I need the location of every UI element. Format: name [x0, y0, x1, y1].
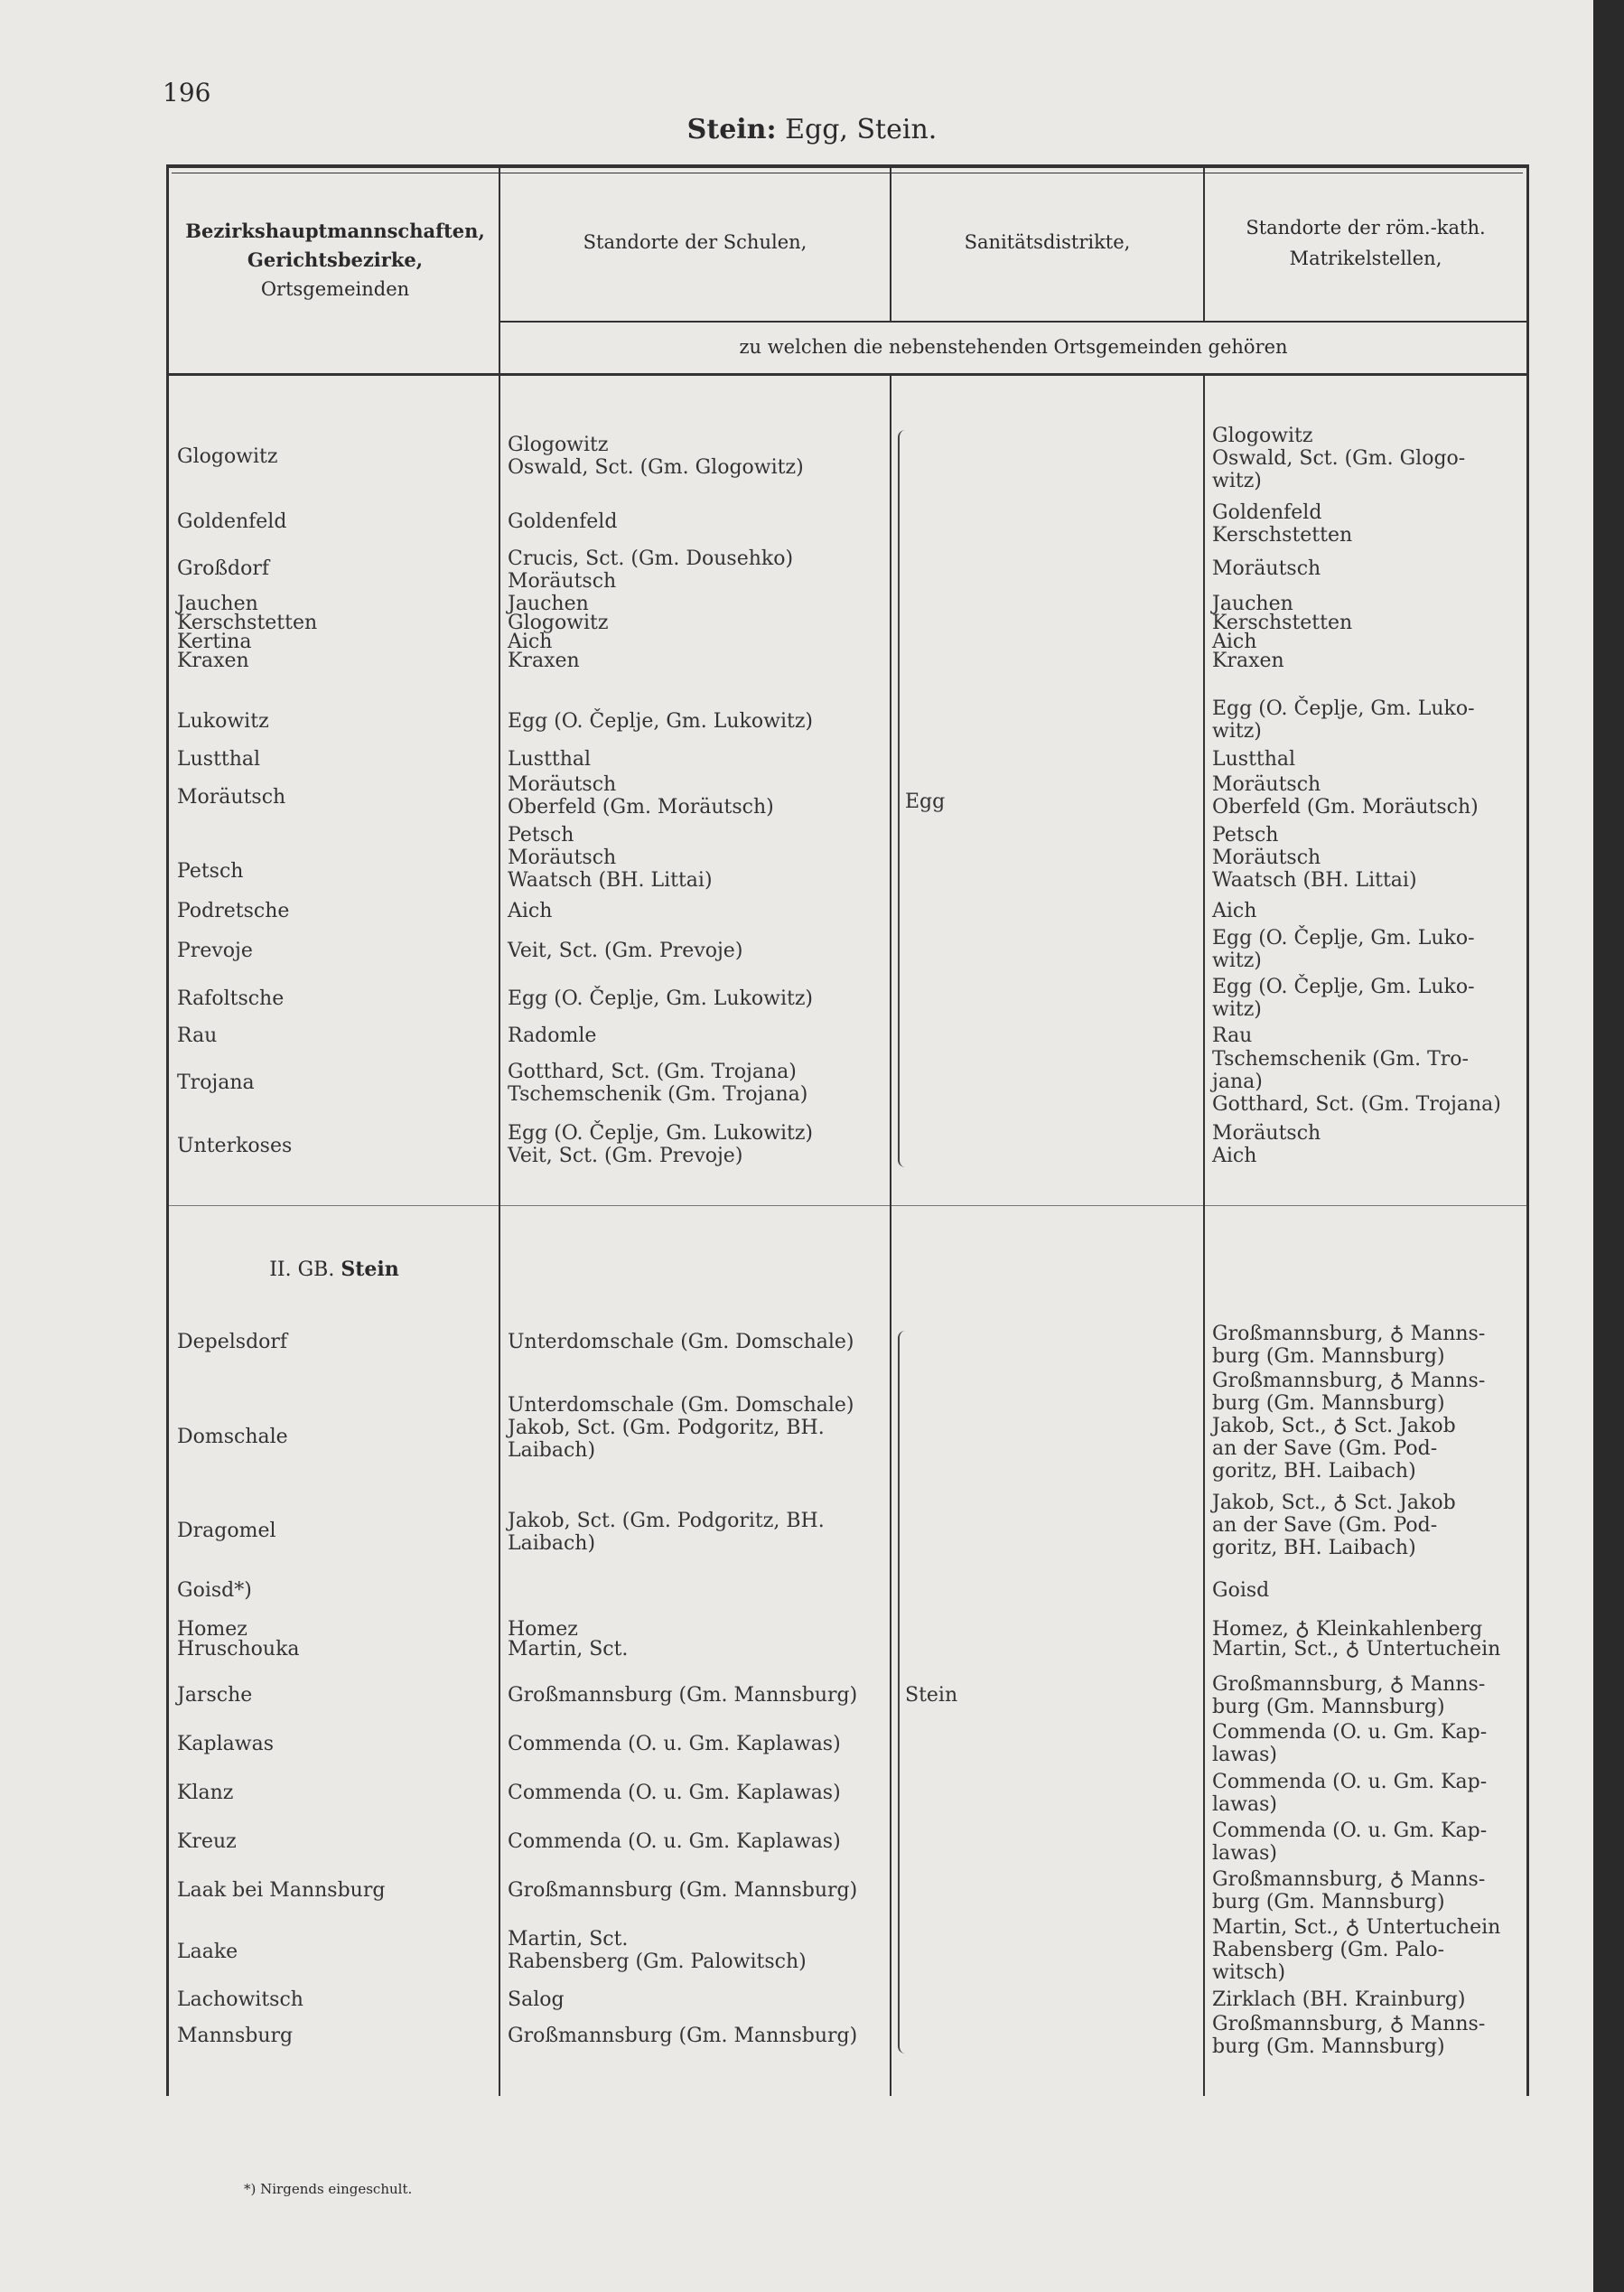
stein-gem-10: Laake [177, 1941, 238, 1963]
stein-matrikel-5: Großmannsburg, ♁ Manns- burg (Gm. Mannsburg) [1212, 1673, 1486, 1718]
stein-gem-1: Domschale [177, 1426, 288, 1448]
egg-matrikel-10: Egg (O. Čeplje, Gm. Luko- witz) [1212, 976, 1475, 1021]
header-col1-line2: Gerichtsbezirke, [247, 248, 424, 271]
stein-gem-5: Jarsche [177, 1684, 253, 1707]
egg-schule-11: Radomle [508, 1024, 597, 1047]
egg-schule-8: Aich [508, 900, 553, 922]
egg-gem-6: Moräutsch [177, 786, 286, 809]
header-col2: Standorte der Schulen, [583, 231, 807, 253]
egg-district: Egg [905, 791, 946, 813]
egg-matrikel-11: Rau [1212, 1024, 1253, 1047]
egg-gem-8: Podretsche [177, 900, 290, 922]
stein-gem-7: Klanz [177, 1782, 234, 1804]
stein-matrikel-1: Großmannsburg, ♁ Manns- burg (Gm. Mannsburg) Jakob, Sct., ♁ Sct. Jakob an der Save (Gm. Pod- goritz, BH. Laibach) [1212, 1370, 1486, 1483]
stein-schule-7: Commenda (O. u. Gm. Kaplawas) [508, 1782, 841, 1804]
stein-matrikel-0: Großmannsburg, ♁ Manns- burg (Gm. Mannsburg) [1212, 1323, 1486, 1368]
egg-schule-6: Moräutsch Oberfeld (Gm. Moräutsch) [508, 773, 774, 819]
stein-gem-11: Lachowitsch [177, 1988, 303, 2011]
header-col4-line2: Matrikelstellen, [1289, 248, 1442, 269]
section-divider-rule [166, 1205, 1526, 1206]
egg-gem-7: Petsch [177, 860, 244, 883]
stein-schule-0: Unterdomschale (Gm. Domschale) [508, 1331, 854, 1353]
table-top-rule [166, 164, 1526, 168]
running-head-bold: Stein: [686, 114, 777, 145]
stein-matrikel-8: Commenda (O. u. Gm. Kap- lawas) [1212, 1820, 1488, 1865]
stein-schule-9: Großmannsburg (Gm. Mannsburg) [508, 1879, 858, 1902]
column-rule-3-body [1203, 376, 1205, 2096]
stein-schule-12: Großmannsburg (Gm. Mannsburg) [508, 2025, 858, 2047]
stein-matrikel-6: Commenda (O. u. Gm. Kap- lawas) [1212, 1721, 1488, 1766]
egg-schule-13: Egg (O. Čeplje, Gm. Lukowitz) Veit, Sct. (Gm. Prevoje) [508, 1122, 813, 1167]
stein-schule-6: Commenda (O. u. Gm. Kaplawas) [508, 1733, 841, 1755]
egg-matrikel-0: Glogowitz Oswald, Sct. (Gm. Glogo- witz) [1212, 425, 1466, 492]
stein-gem-8: Kreuz [177, 1830, 237, 1853]
header-bottom-rule [166, 373, 1526, 376]
egg-matrikel-4: Egg (O. Čeplje, Gm. Luko- witz) [1212, 697, 1475, 743]
stein-gem-2: Dragomel [177, 1520, 276, 1542]
egg-schule-2: Crucis, Sct. (Gm. Dousehko) Moräutsch [508, 547, 794, 593]
stein-matrikel-2: Jakob, Sct., ♁ Sct. Jakob an der Save (Gm. Pod- goritz, BH. Laibach) [1212, 1492, 1456, 1559]
stein-matrikel-3: Goisd [1212, 1579, 1270, 1602]
egg-gem-10: Rafoltsche [177, 987, 285, 1010]
stein-matrikel-10: Martin, Sct., ♁ Untertuchein Rabensberg (Gm. Palo- witsch) [1212, 1916, 1501, 1984]
egg-matrikel-12: Tschemschenik (Gm. Tro- jana) Gotthard, Sct. (Gm. Trojana) [1212, 1048, 1501, 1116]
egg-matrikel-6: Moräutsch Oberfeld (Gm. Moräutsch) [1212, 773, 1479, 819]
stein-matrikel-9: Großmannsburg, ♁ Manns- burg (Gm. Mannsburg) [1212, 1868, 1486, 1913]
stein-gem-6: Kaplawas [177, 1733, 275, 1755]
stein-schule-1: Unterdomschale (Gm. Domschale) Jakob, Sct. (Gm. Podgoritz, BH. Laibach) [508, 1394, 854, 1462]
egg-gem-11: Rau [177, 1024, 218, 1047]
egg-matrikel-7: Petsch Moräutsch Waatsch (BH. Littai) [1212, 824, 1417, 892]
egg-schule-7: Petsch Moräutsch Waatsch (BH. Littai) [508, 824, 713, 892]
egg-matrikel-1: Goldenfeld Kerschstetten [1212, 501, 1353, 547]
egg-schule-12: Gotthard, Sct. (Gm. Trojana) Tschemschenik (Gm. Trojana) [508, 1061, 808, 1106]
egg-gem-4: Lukowitz [177, 710, 269, 733]
stein-gem-12: Mannsburg [177, 2025, 294, 2047]
header-col3: Sanitätsdistrikte, [964, 231, 1131, 253]
egg-gem-0: Glogowitz [177, 445, 278, 468]
running-head [0, 114, 1624, 145]
egg-gem-3: Jauchen Kerschstetten Kertina Kraxen [177, 593, 318, 672]
header-split-rule [499, 321, 1526, 323]
egg-gem-5: Lustthal [177, 748, 261, 771]
header-col1-line1: Bezirkshauptmannschaften, [185, 220, 485, 242]
stein-schule-4: Homez Martin, Sct. [508, 1618, 629, 1661]
stein-gem-9: Laak bei Mannsburg [177, 1879, 386, 1902]
egg-schule-3: Jauchen Glogowitz Aich Kraxen [508, 593, 609, 672]
footnote: *) Nirgends eingeschult. [244, 2181, 413, 2197]
egg-schule-4: Egg (O. Čeplje, Gm. Lukowitz) [508, 710, 813, 733]
section-title-name: Stein [341, 1258, 399, 1281]
table-left-border [166, 164, 169, 2096]
egg-matrikel-8: Aich [1212, 900, 1257, 922]
egg-gem-2: Großdorf [177, 557, 270, 580]
stein-schule-11: Salog [508, 1988, 565, 2011]
stein-schule-2: Jakob, Sct. (Gm. Podgoritz, BH. Laibach) [508, 1510, 825, 1555]
page-edge [1593, 0, 1624, 2292]
stein-matrikel-11: Zirklach (BH. Krainburg) [1212, 1988, 1466, 2011]
egg-district-brace [898, 430, 905, 1167]
page-number: 196 [163, 78, 211, 108]
egg-gem-9: Prevoje [177, 940, 253, 962]
egg-schule-0: Glogowitz Oswald, Sct. (Gm. Glogowitz) [508, 434, 804, 479]
stein-schule-8: Commenda (O. u. Gm. Kaplawas) [508, 1830, 841, 1853]
egg-schule-9: Veit, Sct. (Gm. Prevoje) [508, 940, 743, 962]
egg-matrikel-13: Moräutsch Aich [1212, 1122, 1321, 1167]
running-head-rest: Egg, Stein. [776, 114, 938, 145]
stein-matrikel-7: Commenda (O. u. Gm. Kap- lawas) [1212, 1771, 1488, 1816]
stein-district-brace [898, 1331, 905, 2053]
stein-matrikel-4: Homez, ♁ Kleinkahlenberg Martin, Sct., ♁ Untertuchein [1212, 1618, 1501, 1661]
stein-gem-0: Depelsdorf [177, 1331, 288, 1353]
egg-matrikel-9: Egg (O. Čeplje, Gm. Luko- witz) [1212, 927, 1475, 972]
egg-matrikel-2: Moräutsch [1212, 557, 1321, 580]
stein-gem-4: Homez Hruschouka [177, 1618, 300, 1661]
stein-gem-3: Goisd*) [177, 1579, 252, 1602]
stein-schule-10: Martin, Sct. Rabensberg (Gm. Palowitsch) [508, 1928, 807, 1973]
header-col1-line3: Ortsgemeinden [260, 278, 410, 300]
stein-district: Stein [905, 1684, 958, 1707]
egg-matrikel-3: Jauchen Kerschstetten Aich Kraxen [1212, 593, 1353, 672]
stein-matrikel-12: Großmannsburg, ♁ Manns- burg (Gm. Mannsburg) [1212, 2013, 1486, 2058]
egg-schule-5: Lustthal [508, 748, 592, 771]
egg-gem-12: Trojana [177, 1071, 255, 1094]
egg-schule-1: Goldenfeld [508, 510, 618, 533]
header-col4-line1: Standorte der röm.-kath. [1246, 217, 1486, 239]
egg-matrikel-5: Lustthal [1212, 748, 1296, 771]
header-span: zu welchen die nebenstehenden Ortsgemeinden gehören [739, 336, 1288, 358]
section-title-prefix: II. GB. [269, 1258, 341, 1281]
stein-schule-5: Großmannsburg (Gm. Mannsburg) [508, 1684, 858, 1707]
section-title-stein [181, 1258, 488, 1281]
egg-gem-13: Unterkoses [177, 1135, 293, 1157]
egg-schule-10: Egg (O. Čeplje, Gm. Lukowitz) [508, 987, 813, 1010]
column-rule-2-body [890, 376, 891, 2096]
column-rule-1 [499, 168, 500, 2096]
egg-gem-1: Goldenfeld [177, 510, 287, 533]
